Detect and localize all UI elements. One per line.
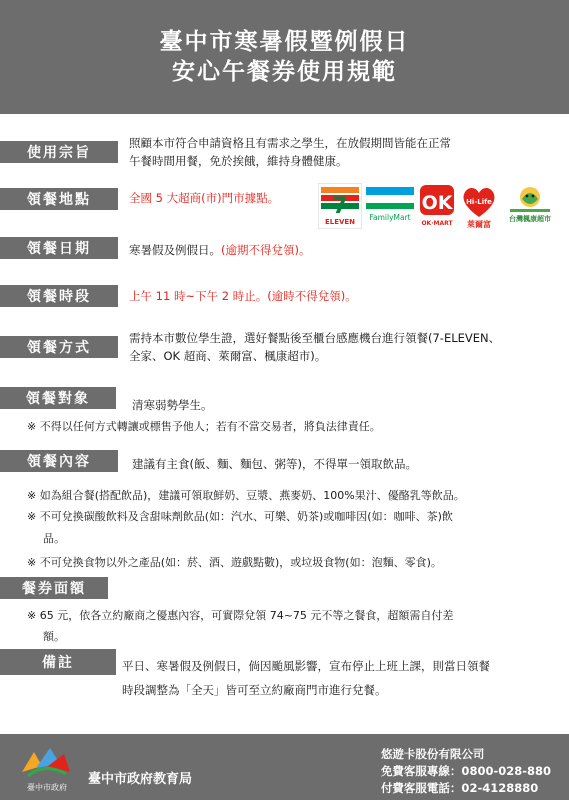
fengkang-logo [504, 183, 556, 229]
fengkang-text: 台灣楓康超市 [509, 215, 551, 223]
taichung-emblem-icon [14, 742, 80, 796]
content-note-2-cont: 品。 [43, 532, 65, 545]
page-footer [0, 734, 569, 800]
location-text: 全國 5 大超商(市)門市據點。 [129, 191, 280, 205]
target-text: 清寒弱勢學生。 [132, 398, 213, 412]
page-header [0, 0, 569, 114]
location-label: 領餐地點 [0, 188, 118, 210]
date-text [129, 241, 310, 259]
purpose-line-1: 照顧本市符合申請資格且有需求之學生，在放假期間皆能在正常 [129, 136, 451, 150]
remark-line-2: 時段調整為「全天」皆可至立約廠商門市進行兌餐。 [122, 683, 387, 697]
ok-text: OK [421, 192, 453, 214]
hilife-sub-text: 萊爾富 [467, 220, 491, 229]
method-line-2: 全家、OK 超商、萊爾富、楓康超市)。 [129, 349, 327, 363]
remark-line-1: 平日、寒暑假及例假日，倘因颱風影響，宣布停止上班上課，則當日領餐 [122, 659, 490, 673]
content-label: 領餐內容 [0, 450, 118, 472]
hilife-text: Hi-Life [466, 198, 492, 206]
date-label: 領餐日期 [0, 237, 118, 259]
purpose-text [129, 134, 451, 170]
date-main: 寒暑假及例假日。 [129, 243, 221, 257]
free-hotline: 免費客服專線：0800-028-880 [380, 764, 551, 778]
seven-eleven-logo [318, 183, 362, 229]
target-label: 領餐對象 [0, 387, 116, 409]
company-info [381, 746, 551, 797]
method-label: 領餐方式 [0, 336, 118, 358]
ok-mart-logo [419, 183, 455, 229]
amount-line-2: 額。 [43, 630, 65, 643]
emblem-text: 臺中市政府 [27, 783, 67, 792]
time-label: 領餐時段 [0, 285, 118, 307]
ok-sub-text: OK·MART [421, 220, 453, 227]
method-text [129, 329, 500, 365]
remark-label: 備註 [0, 649, 116, 675]
education-bureau: 臺中市政府教育局 [88, 772, 193, 787]
content-note-1: ※ 如為組合餐(搭配飲品)，建議可領取鮮奶、豆漿、燕麥奶、100%果汁、優酪乳等飲品。 [27, 489, 465, 502]
method-line-1: 需持本市數位學生證，選好餐點後至櫃台感應機台進行領餐(7-ELEVEN、 [129, 331, 501, 345]
title-line-2: 安心午餐券使用規範 [172, 59, 397, 85]
purpose-label: 使用宗旨 [0, 141, 118, 163]
paid-phone: 付費客服電話：02-4128880 [380, 781, 539, 795]
title-line-1: 臺中市寒暑假暨例假日 [159, 29, 410, 55]
familymart-logo [366, 187, 414, 225]
seven-eleven-text: ELEVEN [324, 218, 356, 226]
company-name: 悠遊卡股份有限公司 [380, 747, 485, 761]
store-logos [318, 183, 558, 231]
purpose-line-2: 午餐時間用餐，免於挨餓，維持身體健康。 [129, 154, 348, 168]
date-warning: (逾期不得兌領)。 [221, 243, 311, 257]
content-text: 建議有主食(飯、麵、麵包、粥等)，不得單一領取飲品。 [132, 457, 417, 471]
familymart-text: FamilyMart [369, 213, 411, 222]
amount-label: 餐券面額 [0, 577, 108, 599]
content-note-3: ※ 不可兌換食物以外之產品(如：菸、酒、遊戲點數)，或垃圾食物(如：泡麵、零食)。 [27, 556, 442, 569]
hilife-logo [459, 183, 499, 229]
svg-text:7: 7 [332, 194, 348, 219]
target-note: ※ 不得以任何方式轉讓或標售予他人；若有不當交易者，將負法律責任。 [27, 420, 381, 433]
time-text: 上午 11 時~下午 2 時止。(逾時不得兌領)。 [129, 289, 357, 303]
amount-line-1: ※ 65 元，依各立約廠商之優惠內容，可實際兌領 74~75 元不等之餐食，超額需自付差 [27, 609, 454, 622]
content-note-2: ※ 不可兌換碳酸飲料及含甜味劑飲品(如：汽水、可樂、奶茶)或咖啡因(如：咖啡、茶)飲 [27, 510, 453, 523]
remark-text [122, 654, 490, 702]
